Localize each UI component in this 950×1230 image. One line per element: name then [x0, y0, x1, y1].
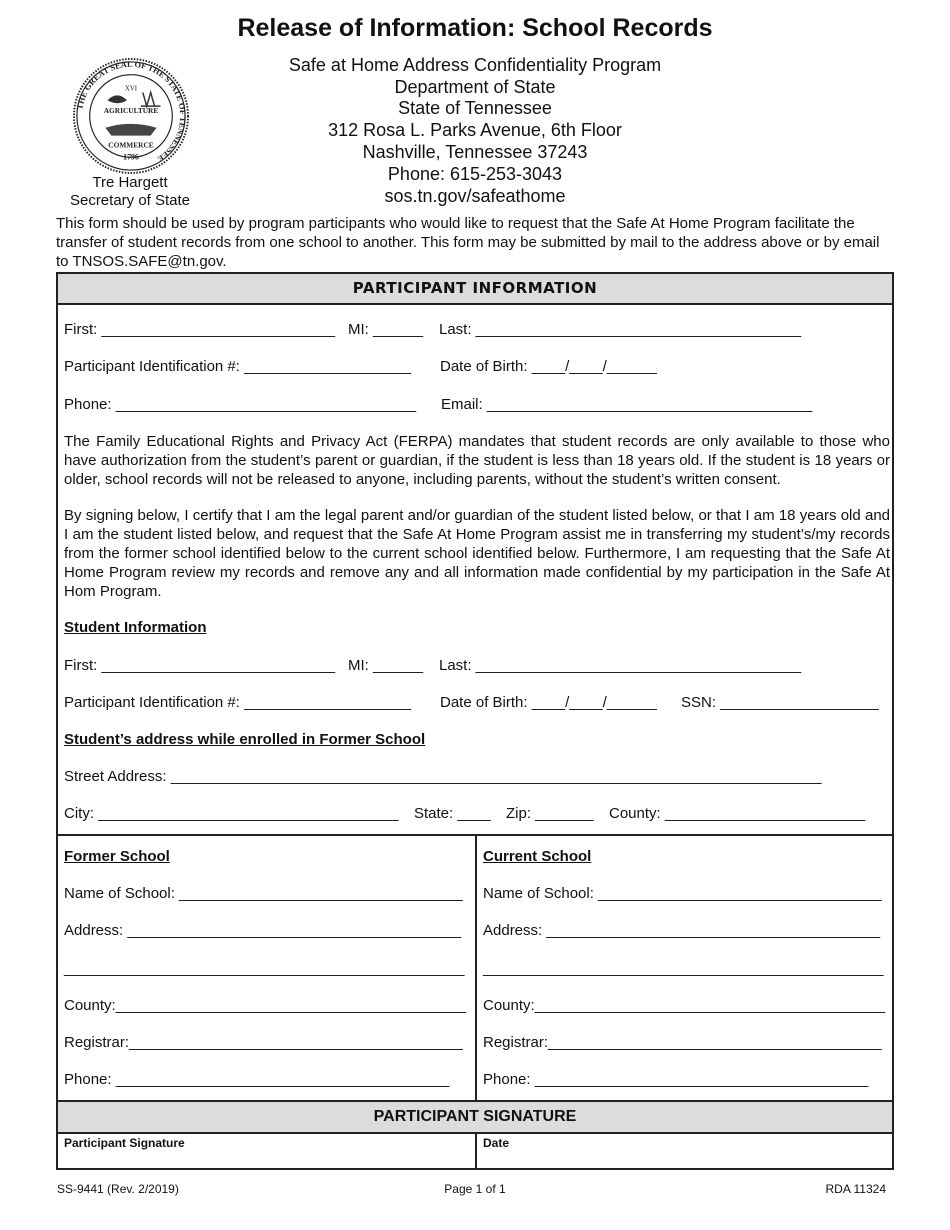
current-school-phone-field[interactable]: Phone: ________________________________________: [483, 1071, 869, 1088]
current-school-name-field[interactable]: Name of School: __________________________________: [483, 885, 882, 902]
student-ssn-field[interactable]: SSN: ___________________: [681, 694, 879, 711]
current-school-registrar-field[interactable]: Registrar:________________________________________: [483, 1034, 882, 1051]
current-school-heading: Current School: [483, 848, 592, 865]
student-id-field[interactable]: Participant Identification #: ____________________: [64, 694, 411, 711]
phone-number: Phone: 615-253-3043: [387, 164, 563, 184]
current-school-address-field[interactable]: Address: ________________________________________: [483, 922, 881, 939]
city-field[interactable]: City: ____________________________________: [64, 805, 399, 822]
participant-dob-field[interactable]: Date of Birth: ____/____/______: [440, 358, 657, 375]
street-address-field[interactable]: Street Address: ______________________________________________________________________________: [64, 768, 822, 785]
participant-last-field[interactable]: Last: _______________________________________: [439, 321, 802, 338]
signature-date-field[interactable]: [477, 1132, 892, 1170]
student-address-heading: Student’s address while enrolled in Former School: [64, 731, 426, 748]
former-school-phone-field[interactable]: Phone: ________________________________________: [64, 1071, 450, 1088]
former-school-name-field[interactable]: Name of School: __________________________________: [64, 885, 463, 902]
participant-phone-field[interactable]: Phone: ____________________________________: [64, 396, 417, 413]
seal-outer-text: THE GREAT SEAL OF THE STATE OF TENNESSEE: [75, 59, 188, 164]
participant-first-field[interactable]: First: ____________________________: [64, 321, 336, 338]
zip-field[interactable]: Zip: _______: [506, 805, 594, 822]
former-school-address-line2[interactable]: ________________________________________________: [64, 960, 465, 977]
certify-text: By signing below, I certify that I am the legal parent and/or guardian of the student listed below, or that I am 18 years old and I am the student listed below, and request that the Safe At Home Program assist me in transferring my student’s/my records from the former school identified below to the current school identified below. Furthermore, I am requesting that the Safe At Home Program review my records and remove any and all information made confidential by my participation in the Safe At Hom Program.: [64, 507, 890, 600]
state-field[interactable]: State: ____: [414, 805, 491, 822]
participant-signature-label: Participant Signature: [64, 1136, 185, 1150]
former-school-address-field[interactable]: Address: ________________________________________: [64, 922, 462, 939]
student-first-field[interactable]: First: ____________________________: [64, 657, 336, 674]
student-info-heading: Student Information: [64, 619, 207, 636]
student-mi-field[interactable]: MI: ______: [348, 657, 424, 674]
official-name: Tre Hargett: [92, 174, 168, 191]
seal-commerce: COMMERCE: [108, 140, 154, 150]
participant-info-heading: PARTICIPANT INFORMATION: [58, 274, 892, 305]
page-number: Page 1 of 1: [444, 1182, 506, 1196]
ferpa-text: The Family Educational Rights and Privacy Act (FERPA) mandates that student records are only available to those who have authorization from the student’s parent or guardian, if the student is less than 18 years old. If the student is 18 years or older, school records will not be released to anyone, including parents, without the student’s written consent.: [64, 433, 890, 488]
state-seal: [72, 57, 190, 175]
participant-id-field[interactable]: Participant Identification #: ____________________: [64, 358, 411, 375]
date-label: Date: [483, 1136, 510, 1150]
former-school-county-field[interactable]: County:__________________________________________: [64, 997, 467, 1014]
state-name: State of Tennessee: [398, 98, 552, 118]
address-line-1: 312 Rosa L. Parks Avenue, 6th Floor: [328, 120, 622, 140]
participant-signature-heading: PARTICIPANT SIGNATURE: [58, 1100, 892, 1134]
website: sos.tn.gov/safeathome: [384, 186, 566, 206]
rda-number: RDA 11324: [825, 1182, 886, 1196]
page-title: Release of Information: School Records: [237, 14, 713, 42]
department-name: Department of State: [394, 77, 556, 97]
former-school-registrar-field[interactable]: Registrar:________________________________________: [64, 1034, 463, 1051]
participant-signature-field[interactable]: [58, 1132, 474, 1170]
address-line-2: Nashville, Tennessee 37243: [362, 142, 588, 162]
form-box: [56, 272, 894, 1170]
current-school-county-field[interactable]: County:__________________________________________: [483, 997, 886, 1014]
former-school-heading: Former School: [64, 848, 170, 865]
current-school-address-line2[interactable]: ________________________________________________: [483, 960, 884, 977]
student-dob-field[interactable]: Date of Birth: ____/____/______: [440, 694, 657, 711]
seal-year: 1796: [123, 152, 139, 162]
seal-roman: XVI: [124, 85, 138, 93]
school-divider-middle: [475, 834, 477, 1100]
intro-text: This form should be used by program participants who would like to request that the Safe At Home Program facilitate the transfer of student records from one school to another. This form may be submitted by mail to the address above or by email to TNSOS.SAFE@tn.gov.: [56, 215, 880, 270]
seal-agriculture: AGRICULTURE: [103, 106, 159, 116]
official-title: Secretary of State: [69, 192, 191, 209]
participant-mi-field[interactable]: MI: ______: [348, 321, 424, 338]
student-last-field[interactable]: Last: _______________________________________: [439, 657, 802, 674]
county-field[interactable]: County: ________________________: [609, 805, 866, 822]
program-name: Safe at Home Address Confidentiality Program: [288, 55, 662, 75]
participant-email-field[interactable]: Email: _______________________________________: [441, 396, 813, 413]
form-number: SS-9441 (Rev. 2/2019): [57, 1182, 179, 1196]
